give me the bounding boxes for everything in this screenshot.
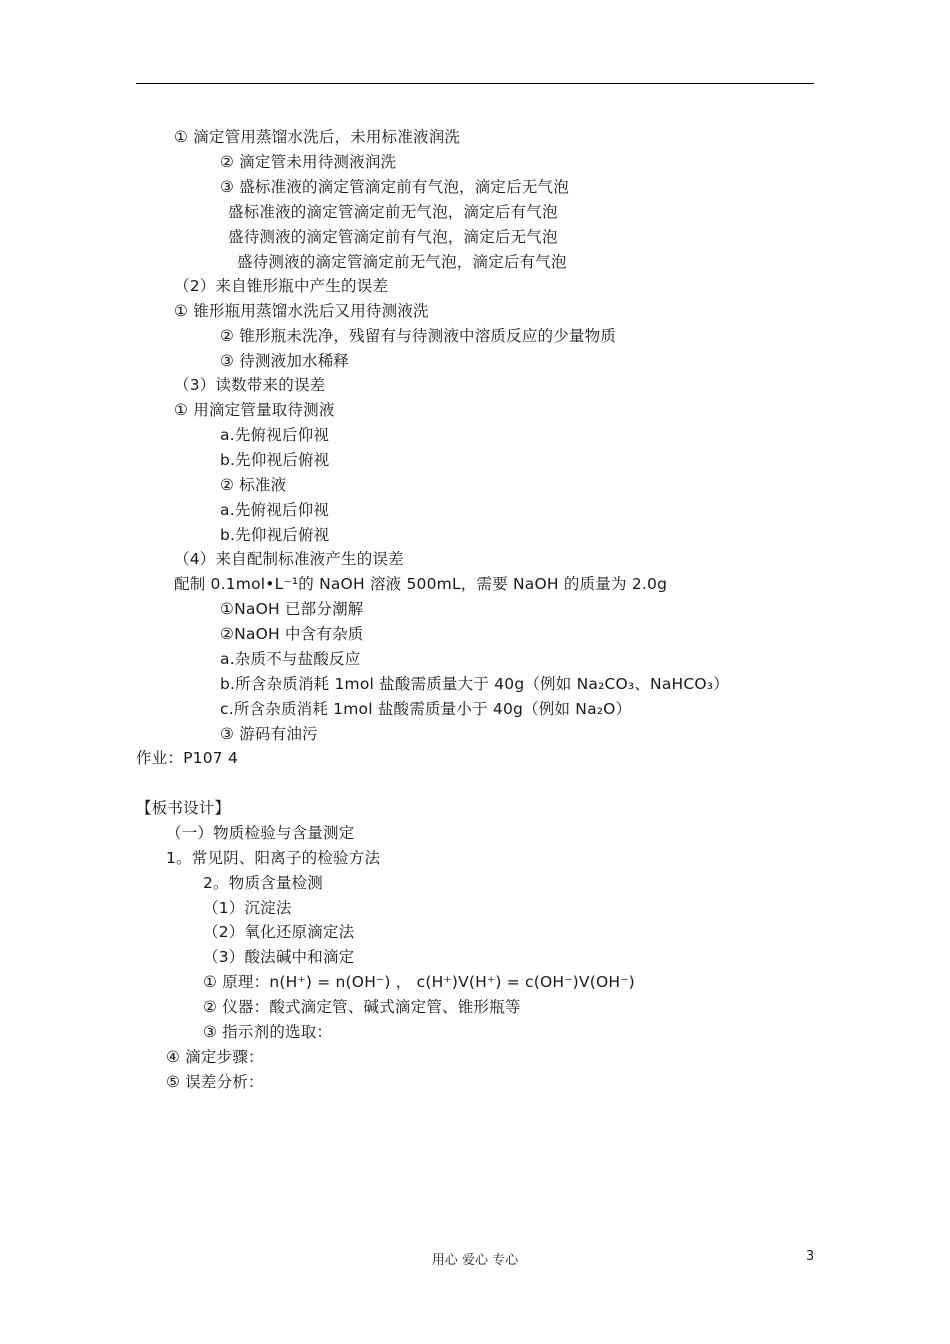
text-line: ② 锥形瓶未洗净，残留有与待测液中溶质反应的少量物质 bbox=[220, 327, 617, 345]
text-line: ③ 游码有油污 bbox=[220, 725, 318, 743]
text-line: 盛标准液的滴定管滴定前无气泡，滴定后有气泡 bbox=[228, 203, 558, 221]
text-line: ⑤ 误差分析： bbox=[166, 1073, 264, 1091]
text-line: （1）沉淀法 bbox=[203, 899, 292, 917]
section-heading: （3）读数带来的误差 bbox=[174, 376, 326, 394]
text-line: c.所含杂质消耗 1mol 盐酸需质量小于 40g（例如 Na₂O） bbox=[220, 700, 632, 718]
header-rule bbox=[136, 83, 814, 84]
text-line: 盛待测液的滴定管滴定前无气泡，滴定后有气泡 bbox=[237, 253, 567, 271]
principle-formula: ① 原理：n(H⁺) = n(OH⁻) ， c(H⁺)V(H⁺) = c(OH⁻)V(OH⁻) bbox=[203, 973, 635, 991]
text-line: b.所含杂质消耗 1mol 盐酸需质量大于 40g（例如 Na₂CO₃、NaHCO₃） bbox=[220, 675, 729, 693]
page-number: 3 bbox=[806, 1249, 815, 1264]
text-line: （3）酸法碱中和滴定 bbox=[203, 948, 355, 966]
text-line: 2。物质含量检测 bbox=[203, 874, 323, 892]
section-heading: （2）来自锥形瓶中产生的误差 bbox=[174, 277, 389, 295]
board-design-heading: 【板书设计】 bbox=[136, 799, 231, 817]
text-line: b.先仰视后俯视 bbox=[220, 451, 330, 469]
text-line: a.先俯视后仰视 bbox=[220, 426, 330, 444]
text-line: 1。常见阴、阳离子的检验方法 bbox=[166, 849, 381, 867]
text-line: ② 滴定管未用待测液润洗 bbox=[220, 153, 397, 171]
text-line: ② 仪器：酸式滴定管、碱式滴定管、锥形瓶等 bbox=[203, 998, 521, 1016]
text-line: （2）氧化还原滴定法 bbox=[203, 923, 355, 941]
text-line: 配制 0.1mol•L⁻¹的 NaOH 溶液 500mL，需要 NaOH 的质量为 2.0g bbox=[174, 575, 668, 593]
text-line: ④ 滴定步骤： bbox=[166, 1048, 264, 1066]
text-line: ① 用滴定管量取待测液 bbox=[174, 401, 335, 419]
page-footer: 用心 爱心 专心 bbox=[431, 1253, 519, 1268]
text-line: a.先俯视后仰视 bbox=[220, 501, 330, 519]
text-line: ③ 盛标准液的滴定管滴定前有气泡，滴定后无气泡 bbox=[220, 178, 569, 196]
text-line: ③ 待测液加水稀释 bbox=[220, 352, 350, 370]
text-line: ②NaOH 中含有杂质 bbox=[220, 625, 364, 643]
text-line: ① 锥形瓶用蒸馏水洗后又用待测液洗 bbox=[174, 302, 429, 320]
text-line: （一）物质检验与含量测定 bbox=[166, 824, 355, 842]
text-line: ① 滴定管用蒸馏水洗后，未用标准液润洗 bbox=[174, 128, 461, 146]
text-line: b.先仰视后俯视 bbox=[220, 526, 330, 544]
text-line: ①NaOH 已部分潮解 bbox=[220, 600, 364, 618]
text-line: a.杂质不与盐酸反应 bbox=[220, 650, 361, 668]
homework-line: 作业：P107 4 bbox=[136, 749, 239, 767]
section-heading: （4）来自配制标准液产生的误差 bbox=[174, 550, 404, 568]
text-line: ③ 指示剂的选取： bbox=[203, 1023, 333, 1041]
text-line: ② 标准液 bbox=[220, 476, 287, 494]
text-line: 盛待测液的滴定管滴定前有气泡，滴定后无气泡 bbox=[228, 228, 558, 246]
